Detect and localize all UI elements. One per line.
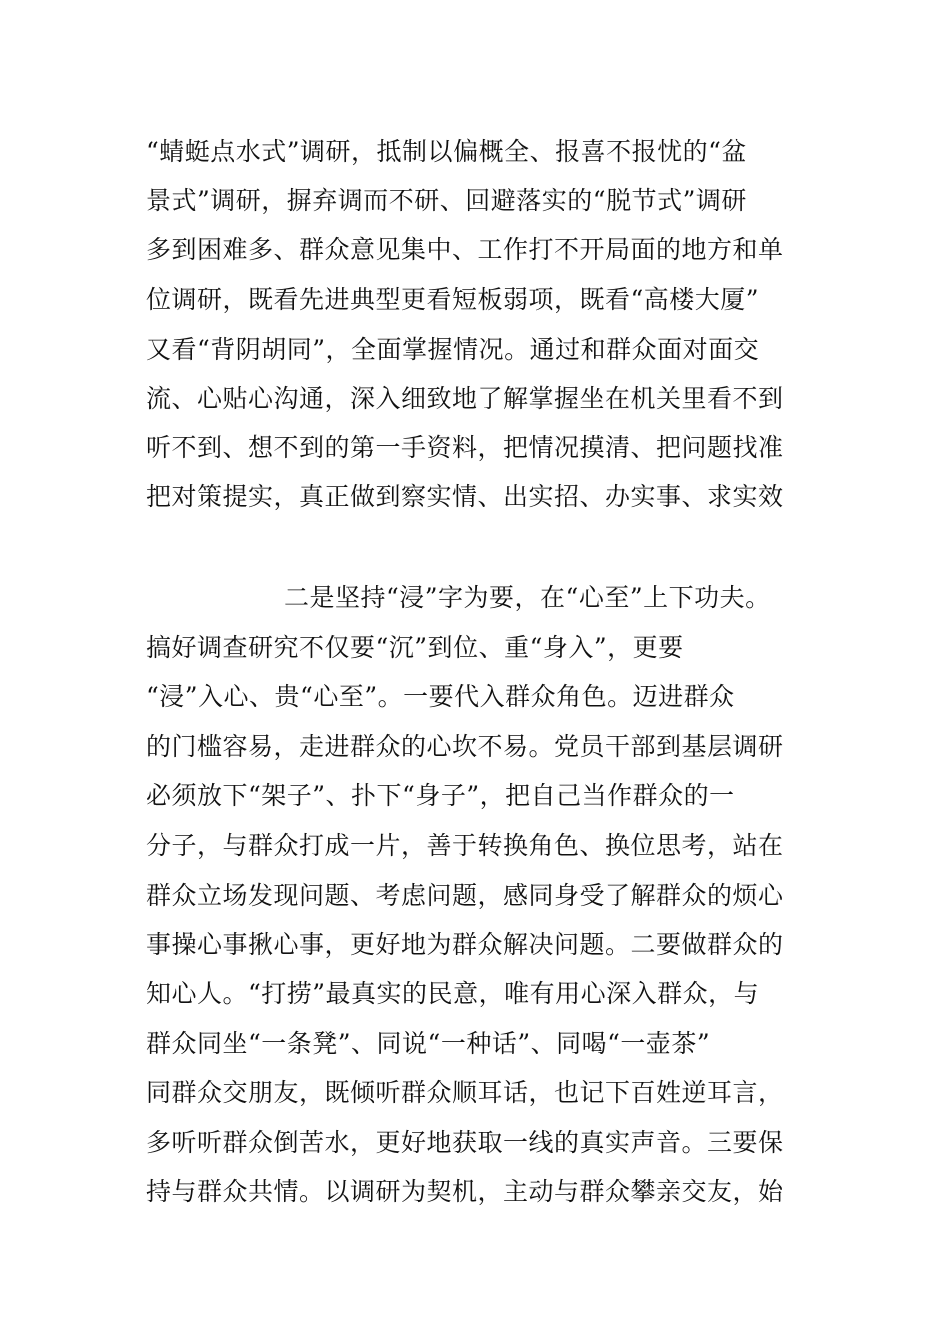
section-heading: 二是坚持“浸”字为要，在“心至”上下功夫。 [284,583,771,612]
text-line: 必须放下“架子”、扑下“身子”，把自己当作群众的一 [146,781,735,810]
text-line: 分子，与群众打成一片，善于转换角色、换位思考，站在 [146,831,784,860]
text-line: 群众同坐“一条凳”、同说“一种话”、同喝“一壶茶” [146,1029,711,1058]
text-line: “浸”入心、贵“心至”。一要代入群众角色。迈进群众 [146,682,735,711]
text-line: 又看“背阴胡同”，全面掌握情况。通过和群众面对面交 [146,335,760,364]
text-line: 持与群众共情。以调研为契机，主动与群众攀亲交友，始 [146,1177,784,1206]
text-line: 多听听群众倒苦水，更好地获取一线的真实声音。三要保 [146,1128,784,1157]
text-line: 位调研，既看先进典型更看短板弱项，既看“高楼大厦” [146,285,760,314]
text-line: 景式”调研，摒弃调而不研、回避落实的“脱节式”调研 [146,186,747,215]
text-line: 事操心事揪心事，更好地为群众解决问题。二要做群众的 [146,930,784,959]
text-line: 群众立场发现问题、考虑问题，感同身受了解群众的烦心 [146,881,784,910]
text-line: 多到困难多、群众意见集中、工作打不开局面的地方和单 [146,235,784,264]
text-line: 流、心贴心沟通，深入细致地了解掌握坐在机关里看不到 [146,384,784,413]
text-line: 同群众交朋友，既倾听群众顺耳话，也记下百姓逆耳言， [146,1078,784,1107]
text-line: 的门槛容易，走进群众的心坎不易。党员干部到基层调研 [146,732,784,761]
text-line: 搞好调查研究不仅要“沉”到位、重“身入”，更要 [146,633,684,662]
text-line: 把对策提实，真正做到察实情、出实招、办实事、求实效 [146,482,784,511]
text-line: “蜻蜓点水式”调研，抵制以偏概全、报喜不报忧的“盆 [146,137,747,166]
text-line: 听不到、想不到的第一手资料，把情况摸清、把问题找准 [146,433,784,462]
text-line: 知心人。“打捞”最真实的民意，唯有用心深入群众，与 [146,979,760,1008]
